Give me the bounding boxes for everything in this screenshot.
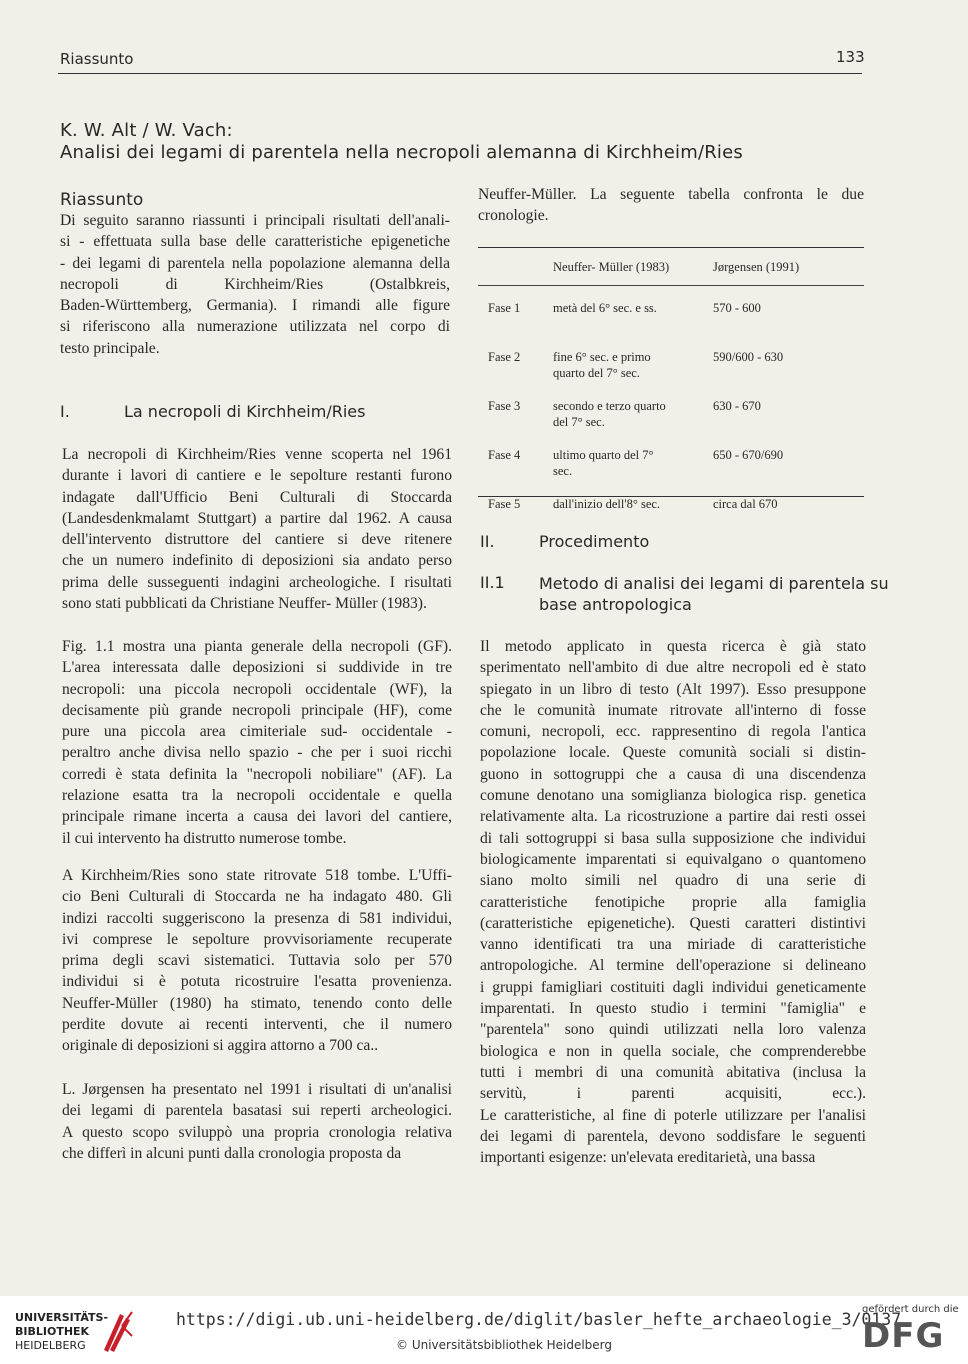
cell-line: dall'inizio dell'8° sec. [553,496,661,511]
text-line: base antropologica [539,595,692,614]
copyright-notice: © Universitätsbibliothek Heidelberg [396,1338,613,1352]
table-row [478,482,864,531]
text-line: Neuffer-Müller (1980) ha stimato, tenendo conto delle [62,994,452,1012]
text-line: biologicamente imparentati si equivalgano o quantomeno [480,850,866,868]
text-line: spiegato in un libro di testo (Alt 1997). Esso presuppone [480,680,866,698]
text-line: originale di deposizioni si aggira attorno a 700 ca.. [62,1037,379,1055]
cell-line: sec. [553,463,573,478]
text-line: che un numero indefinito di deposizioni sia andato perso [62,552,452,570]
paragraph-2 [62,636,452,849]
text-line: vanno identificati tra una miriade di caratteristiche [480,936,866,954]
text-line: tutti i membri di una comunità abitativa (inclusa la [480,1063,866,1081]
permalink-url[interactable]: https://digi.ub.uni-heidelberg.de/diglit/basler_hefte_archaeologie_3/0137 [176,1310,902,1329]
text-line: L'area interessata dalle deposizioni si suddivide in tre [62,659,452,677]
text-line: decisamente più grande necropoli principale (HF), come [62,701,452,719]
paragraph-1 [62,444,452,614]
text-line: ivi comprese le sepolture provvisoriamente recuperate [62,930,452,948]
section-1-title: La necropoli di Kirchheim/Ries [124,402,366,421]
table-row [478,384,864,433]
text-line: necropoli di Kirchheim/Ries (Ostalbkreis, [60,275,450,293]
text-line: imparentati. In questo studio i termini "famiglia" e [480,1000,866,1018]
jorgensen-cell: 650 - 670/690 [713,447,784,462]
library-name-line-1: UNIVERSITÄTS- [15,1311,109,1324]
table-header-cell [478,248,553,286]
cell-line: metà del 6° sec. e ss. [553,301,657,315]
text-line: La necropoli di Kirchheim/Ries venne scoperta nel 1961 [62,446,452,463]
footer-bar [0,1296,968,1364]
text-line: che le comunità inumate ritrovate all'interno di fosse [480,701,866,719]
riassunto-heading: Riassunto [60,190,144,210]
text-line: relativamente alta. La ricostruzione a partire dai resti ossei [480,808,866,826]
text-line: caratteristiche fenotipiche proprie alla famiglia [480,893,866,911]
section-1-number: I. [60,402,70,421]
text-line: necropoli: una piccola necropoli occidentale (WF), la [62,680,452,698]
text-line: dei legami di parentela, devono soddisfare le seguenti [480,1127,866,1145]
text-line: i gruppi famigliari costituiti dagli individui geneticamente [480,978,866,996]
jorgensen-cell: circa dal 670 [713,496,778,511]
text-line: principale rimane incerta a causa dei lavori del cantiere, [62,808,452,826]
text-line: Il metodo applicato in questa ricerca è già stato [480,638,866,655]
text-line: il cui intervento ha distrutto numerose tombe. [62,829,347,847]
neuffer-mueller-cell [553,482,713,531]
text-line: cio Beni Culturali di Stoccarda ne ha indagato 480. Gli [62,888,452,906]
text-line: indizi raccolti suggeriscono la presenza di 581 individui, [62,909,452,927]
text-line: A questo scopo sviluppò una propria cronologia relativa [62,1123,452,1141]
text-line: comuni, necropoli, ecc. rappresentino di regola l'antica [480,723,866,741]
text-line: A Kirchheim/Ries sono state ritrovate 518 tombe. L'Uffi- [62,867,452,884]
phase-cell: Fase 2 [488,349,521,364]
library-name-line-2: BIBLIOTHEK [15,1325,90,1338]
text-line: antropologiche. Al termine dell'operazione si delineano [480,957,866,975]
text-line: - dei legami di parentela nella popolazione alemanna della [60,254,450,272]
jorgensen-cell: 630 - 670 [713,398,761,413]
library-name-line-3: HEIDELBERG [15,1339,86,1352]
phase-cell: Fase 4 [488,447,521,462]
text-line: Di seguito saranno riassunti i principali risultati dell'anali- [60,212,450,229]
text-line: perdite dovute ai recenti interventi, che il numero [62,1016,452,1034]
text-line: comune denotano una somiglianza biologica risp. genetica [480,787,866,805]
library-logo-icon [96,1306,136,1356]
text-line: siano molto simili nel quadro di una serie di [480,872,866,890]
table-row [478,335,864,384]
phase-cell: Fase 5 [488,496,521,511]
text-line: popolazione locale. Queste comunità sociali si distin- [480,744,866,762]
text-line: testo principale. [60,339,160,357]
article-authors: K. W. Alt / W. Vach: [60,120,233,141]
text-line: prima delle susseguenti indagini archeologiche. I risultati [62,573,452,591]
neuffer-mueller-cell [553,433,713,482]
text-line: importanti esigenze: un'elevata ereditarietà, una bassa [480,1149,816,1167]
cell-line: fine 6° sec. e primo [553,349,651,364]
paragraph-5 [480,636,866,1168]
text-line: (Landesdenkmalamt Stuttgart) a partire dal 1962. A causa [62,509,452,527]
text-line: pure una piccola area cimiteriale sud- occidentale - [62,723,452,741]
cell-line: del 7° sec. [553,414,605,429]
section-2-number: II. [480,532,495,551]
funded-by-label: gefördert durch die [862,1304,959,1315]
jorgensen-cell: 590/600 - 630 [713,349,784,364]
text-line: si riferiscono alla numerazione utilizzata nel corpo di [60,318,450,336]
neuffer-mueller-cell [553,335,713,384]
neuffer-mueller-cell [553,286,713,335]
table-header-cell: Neuffer- Müller (1983) [553,248,713,286]
phase-cell: Fase 1 [488,301,521,315]
text-line: Baden-Württemberg, Germania). I rimandi alle figure [60,297,450,315]
text-line: L. Jørgensen ha presentato nel 1991 i risultati di un'analisi [62,1081,452,1098]
table-header-cell: Jørgensen (1991) [713,248,864,286]
text-line: Le caratteristiche, al fine di poterle utilizzare per l'analisi [480,1106,866,1124]
text-line: Metodo di analisi dei legami di parentela su [539,574,889,593]
cell-line: secondo e terzo quarto [553,398,666,413]
text-line: dell'intervento distruttore del cantiere si deve ritenere [62,531,452,549]
running-header: Riassunto [60,50,134,68]
text-line: di tali sottogruppi si basa sulla supposizione che individui [480,829,866,847]
text-line: Fig. 1.1 mostra una pianta generale della necropoli (GF). [62,638,452,655]
text-line: Neuffer-Müller. La seguente tabella confronta le due [478,186,864,203]
table-bottom-rule [478,496,864,497]
text-line: dei legami di parentela basatasi sui reperti archeologici. [62,1102,452,1120]
text-line: che differì in alcuni punti dalla cronologia proposta da [62,1144,402,1162]
text-line: relazione esatta tra la necropoli occidentale e quella [62,787,452,805]
jorgensen-cell: 570 - 600 [713,301,761,315]
paragraph-3 [62,865,452,1057]
header-rule [58,73,862,74]
text-line: si - effettuata sulla base delle caratteristiche epigenetiche [60,233,450,251]
table-intro [478,184,864,227]
text-line: servitù, i parenti acquisiti, ecc.). [480,1085,866,1103]
text-line: corredi è stata definita la "necropoli nobiliare" (AF). La [62,765,452,783]
table-row [478,433,864,482]
neuffer-mueller-cell [553,384,713,433]
text-line: individui si è potuta ricostruire l'esatta provenienza. [62,973,452,991]
section-2-1-title [539,573,889,615]
text-line: "parentela" sono quindi utilizzati nella loro valenza [480,1021,866,1039]
dfg-logo: DFG [862,1316,945,1356]
text-line: indagate dall'Ufficio Beni Culturali di Stoccarda [62,488,452,506]
text-line: durante i lavori di cantiere e le sepolture restanti furono [62,467,452,485]
text-line: guono in sottogruppi che a causa di una discendenza [480,765,866,783]
section-2-title: Procedimento [539,532,650,551]
riassunto-paragraph [60,210,450,359]
paragraph-4 [62,1079,452,1164]
text-line: sono stati pubblicati da Christiane Neuffer- Müller (1983). [62,595,427,613]
table-header-row [478,248,864,286]
page-number: 133 [836,48,865,66]
cell-line: quarto del 7° sec. [553,365,640,380]
text-line: biologica e non in quella sociale, che comprenderebbe [480,1042,866,1060]
text-line: cronologie. [478,207,549,225]
article-title: Analisi dei legami di parentela nella necropoli alemanna di Kirchheim/Ries [60,142,743,163]
text-line: sperimentato nell'ambito di due altre necropoli ed è stato [480,659,866,677]
section-2-1-number: II.1 [480,573,505,592]
cell-line: ultimo quarto del 7° [553,447,654,462]
table-row [478,286,864,335]
text-line: (caratteristiche epigenetiche). Questi caratteri distintivi [480,914,866,932]
chronology-table [478,248,864,531]
text-line: peraltro anche divisa nello spazio - che per i suoi ricchi [62,744,452,762]
text-line: prima degli scavi sistematici. Tuttavia solo per 570 [62,952,452,970]
phase-cell: Fase 3 [488,398,521,413]
